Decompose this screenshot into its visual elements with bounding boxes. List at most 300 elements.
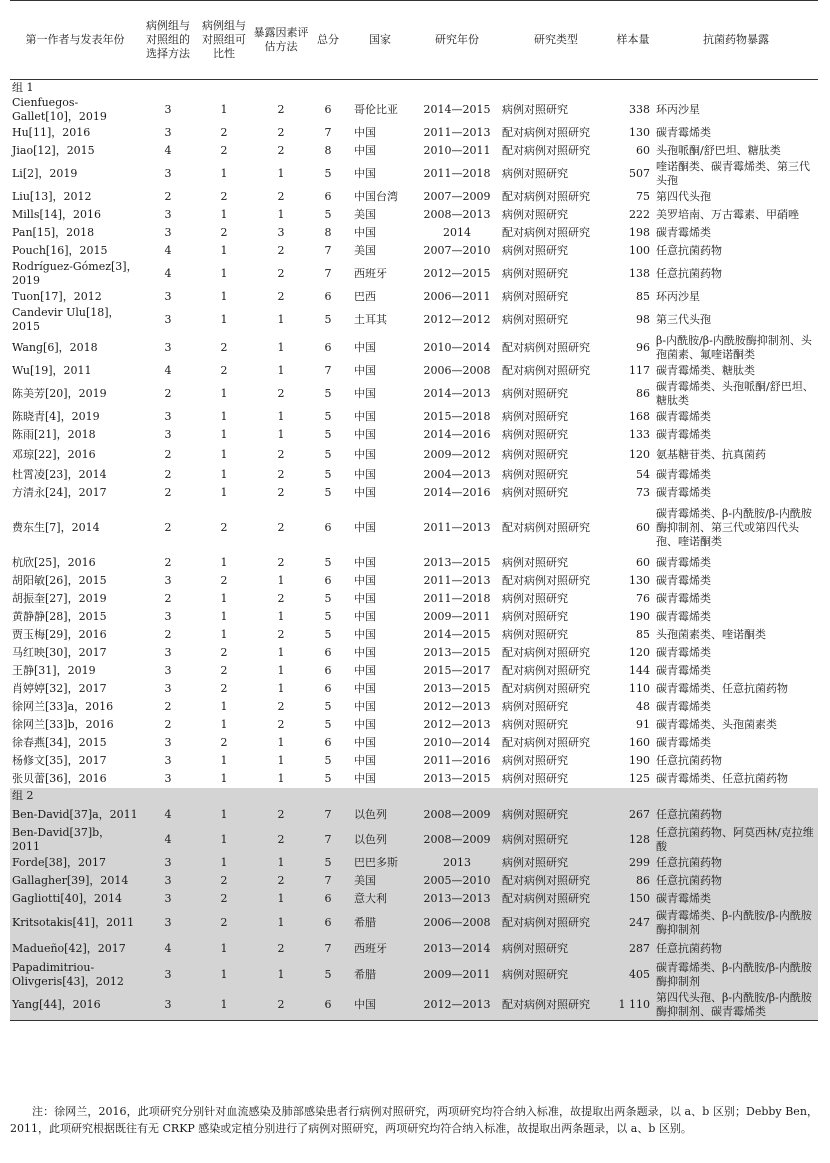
cell-s3: 1 <box>277 313 285 326</box>
cell-s3: 2 <box>277 700 285 713</box>
cell-country: 中国 <box>354 448 376 461</box>
cell-author: Mills[14]，2016 <box>12 208 102 221</box>
cell-type: 配对病例对照研究 <box>502 341 590 354</box>
cell-type: 病例对照研究 <box>502 167 568 180</box>
cell-abx: 环丙沙星 <box>656 290 700 303</box>
cell-type: 配对病例对照研究 <box>502 190 590 203</box>
cell-n: 150 <box>612 890 654 908</box>
cell-n: 85 <box>636 290 650 303</box>
cell-years: 2014 <box>443 226 471 239</box>
cell-abx: 碳青霉烯类 <box>656 556 711 569</box>
cell-author: Cienfuegos-Gallet[10]，2019 <box>12 96 107 123</box>
cell-n: 190 <box>629 610 650 623</box>
table-row <box>10 188 818 206</box>
cell-s2: 1 <box>196 804 252 826</box>
cell-type: 病例对照研究 <box>502 556 568 569</box>
table-row <box>10 804 818 826</box>
cell-abx: 碳青霉烯类 <box>656 126 711 139</box>
cell-total: 7 <box>324 126 332 139</box>
cell-s1: 3 <box>164 664 172 677</box>
cell-s1: 3 <box>140 872 196 890</box>
cell-n: 60 <box>636 521 650 534</box>
table-row <box>10 288 818 306</box>
cell-s3: 2 <box>252 990 310 1021</box>
header-years: 研究年份 <box>414 1 500 80</box>
cell-years: 2009—2011 <box>414 960 500 990</box>
cell-author: 陈美芳[20]，2019 <box>12 387 107 400</box>
cell-country: 中国 <box>354 167 376 180</box>
cell-years: 2004—2013 <box>423 468 491 481</box>
table-row <box>10 554 818 572</box>
cell-s1: 2 <box>164 486 172 499</box>
table-row <box>10 872 818 890</box>
cell-author: 马红映[30]，2017 <box>12 646 107 659</box>
cell-n: 128 <box>612 826 654 854</box>
cell-type: 配对病例对照研究 <box>502 646 590 659</box>
cell-abx: 碳青霉烯类 <box>656 428 711 441</box>
cell-author: 杜霄凌[23]，2014 <box>12 468 107 481</box>
cell-total: 8 <box>324 144 332 157</box>
cell-type: 配对病例对照研究 <box>500 872 612 890</box>
cell-s3: 2 <box>277 387 285 400</box>
cell-type: 病例对照研究 <box>502 244 568 257</box>
cell-type: 病例对照研究 <box>502 628 568 641</box>
cell-country: 巴西 <box>354 290 376 303</box>
cell-s3: 2 <box>277 718 285 731</box>
cell-n: 198 <box>629 226 650 239</box>
cell-country: 巴巴多斯 <box>346 854 414 872</box>
cell-s2: 1 <box>220 428 228 441</box>
cell-years: 2008—2009 <box>414 804 500 826</box>
cell-abx: 碳青霉烯类 <box>656 410 711 423</box>
cell-type: 病例对照研究 <box>502 754 568 767</box>
cell-s3: 2 <box>277 103 285 116</box>
cell-author: 徐春燕[34]，2015 <box>12 736 107 749</box>
cell-n: 160 <box>629 736 650 749</box>
cell-s2: 2 <box>220 190 228 203</box>
cell-country: 中国 <box>354 410 376 423</box>
cell-s1: 3 <box>140 960 196 990</box>
cell-country: 西班牙 <box>354 267 387 280</box>
cell-author: 杭欣[25]，2016 <box>12 556 96 569</box>
cell-s1: 2 <box>164 521 172 534</box>
header-comparability: 病例组与对照组可比性 <box>196 1 252 80</box>
cell-years: 2011—2013 <box>423 126 491 139</box>
cell-type: 病例对照研究 <box>502 290 568 303</box>
table-row <box>10 206 818 224</box>
cell-country: 中国 <box>354 700 376 713</box>
table-row <box>10 626 818 644</box>
table-row <box>10 572 818 590</box>
cell-abx: 碳青霉烯类 <box>656 574 711 587</box>
cell-n: 48 <box>636 700 650 713</box>
cell-abx: 碳青霉烯类、β-内酰胺/β-内酰胺酶抑制剂 <box>654 960 818 990</box>
cell-years: 2013—2013 <box>414 890 500 908</box>
cell-author: Gagliotti[40]，2014 <box>10 890 140 908</box>
cell-total: 7 <box>310 804 346 826</box>
cell-abx: 任意抗菌药物、阿莫西林/克拉维酸 <box>654 826 818 854</box>
cell-abx: 头孢菌素类、喹诺酮类 <box>656 628 766 641</box>
cell-country: 中国 <box>354 610 376 623</box>
cell-country: 中国 <box>354 574 376 587</box>
cell-s2: 2 <box>196 908 252 938</box>
cell-country: 中国 <box>354 144 376 157</box>
cell-author: Tuon[17]，2012 <box>12 290 102 303</box>
cell-years: 2010—2011 <box>423 144 491 157</box>
cell-s2: 1 <box>220 244 228 257</box>
table-row <box>10 224 818 242</box>
cell-s1: 3 <box>164 754 172 767</box>
cell-author: 胡阳敏[26]，2015 <box>12 574 107 587</box>
cell-author: Gallagher[39]，2014 <box>10 872 140 890</box>
cell-country: 中国 <box>354 772 376 785</box>
cell-country: 西班牙 <box>346 938 414 960</box>
header-author-year: 第一作者与发表年份 <box>10 1 140 80</box>
cell-type: 病例对照研究 <box>502 267 568 280</box>
cell-s1: 4 <box>140 826 196 854</box>
cell-s3: 2 <box>277 190 285 203</box>
cell-type: 病例对照研究 <box>500 938 612 960</box>
cell-s3: 1 <box>277 410 285 423</box>
cell-total: 6 <box>324 646 332 659</box>
cell-s3: 2 <box>277 244 285 257</box>
cell-s2: 1 <box>220 267 228 280</box>
cell-s2: 1 <box>220 167 228 180</box>
cell-total: 7 <box>310 938 346 960</box>
cell-years: 2006—2008 <box>423 364 491 377</box>
cell-author: Papadimitriou-Olivgeris[43]，2012 <box>10 960 140 990</box>
table-row <box>10 444 818 466</box>
cell-s2: 1 <box>196 938 252 960</box>
cell-n: 85 <box>636 628 650 641</box>
cell-abx: 碳青霉烯类、头孢菌素类 <box>656 718 777 731</box>
cell-years: 2014—2013 <box>423 387 491 400</box>
table-row <box>10 466 818 484</box>
cell-n: 507 <box>629 167 650 180</box>
cell-s1: 3 <box>164 126 172 139</box>
table-footnote: 注：徐网兰，2016，此项研究分别针对血流感染及肺部感染患者行病例对照研究，两项研究均符合纳入标准，故提取出两条题录，以 a、b 区别；Debby Ben，2011，此项研究根据既往有无 CRKP 感染或定植分别进行了病例对照研究，两项研究均符合纳入标准，故提取出两条题录，以 a、b 区别。 <box>10 1105 818 1135</box>
cell-s1: 3 <box>140 990 196 1021</box>
cell-s3: 1 <box>252 890 310 908</box>
cell-n: 120 <box>629 448 650 461</box>
cell-years: 2006—2011 <box>423 290 491 303</box>
cell-abx: 碳青霉烯类 <box>656 592 711 605</box>
cell-total: 6 <box>310 990 346 1021</box>
cell-country: 美国 <box>354 208 376 221</box>
cell-total: 5 <box>324 700 332 713</box>
cell-s3: 2 <box>252 804 310 826</box>
cell-s3: 1 <box>277 664 285 677</box>
cell-country: 中国 <box>354 468 376 481</box>
cell-author: Yang[44]，2016 <box>10 990 140 1021</box>
table-row <box>10 826 818 854</box>
cell-n: 117 <box>629 364 650 377</box>
cell-abx: 碳青霉烯类、糖肽类 <box>656 364 755 377</box>
cell-author: Candevir Ulu[18]，2015 <box>12 306 120 333</box>
header-type: 研究类型 <box>500 1 612 80</box>
cell-s2: 1 <box>220 290 228 303</box>
cell-total: 5 <box>310 854 346 872</box>
cell-total: 5 <box>324 468 332 481</box>
cell-s3: 1 <box>252 960 310 990</box>
cell-n: 86 <box>612 872 654 890</box>
cell-s2: 2 <box>220 521 228 534</box>
cell-n: 138 <box>629 267 650 280</box>
cell-total: 6 <box>310 890 346 908</box>
cell-s3: 1 <box>277 574 285 587</box>
table-row <box>10 408 818 426</box>
cell-author: 陈雨[21]，2018 <box>12 428 96 441</box>
cell-type: 配对病例对照研究 <box>500 908 612 938</box>
cell-s1: 4 <box>164 244 172 257</box>
table-row <box>10 680 818 698</box>
table-row <box>10 990 818 1021</box>
cell-n: 267 <box>612 804 654 826</box>
cell-country: 中国 <box>346 990 414 1021</box>
cell-total: 7 <box>324 244 332 257</box>
cell-total: 7 <box>310 872 346 890</box>
table-row <box>10 334 818 362</box>
cell-total: 5 <box>324 486 332 499</box>
cell-s1: 4 <box>140 804 196 826</box>
cell-s2: 2 <box>220 364 228 377</box>
cell-years: 2011—2013 <box>423 521 491 534</box>
cell-total: 5 <box>324 754 332 767</box>
cell-s3: 3 <box>277 226 285 239</box>
cell-s3: 2 <box>277 448 285 461</box>
cell-total: 7 <box>324 267 332 280</box>
cell-s1: 3 <box>164 290 172 303</box>
cell-s2: 2 <box>220 574 228 587</box>
header-exposure: 暴露因素评估方法 <box>252 1 310 80</box>
cell-type: 病例对照研究 <box>500 804 612 826</box>
cell-abx: 任意抗菌药物 <box>654 938 818 960</box>
cell-total: 6 <box>324 736 332 749</box>
cell-type: 配对病例对照研究 <box>502 364 590 377</box>
cell-years: 2007—2010 <box>423 244 491 257</box>
cell-abx: 碳青霉烯类、β-内酰胺/β-内酰胺酶抑制剂 <box>654 908 818 938</box>
cell-total: 5 <box>324 610 332 623</box>
cell-s2: 1 <box>220 628 228 641</box>
cell-total: 5 <box>324 410 332 423</box>
cell-author: 贾玉梅[29]，2016 <box>12 628 107 641</box>
cell-s2: 1 <box>220 556 228 569</box>
cell-abx: 任意抗菌药物 <box>654 854 818 872</box>
cell-total: 5 <box>310 960 346 990</box>
cell-s2: 2 <box>220 144 228 157</box>
cell-type: 病例对照研究 <box>502 772 568 785</box>
cell-years: 2012—2012 <box>423 313 491 326</box>
cell-author: 方清永[24]，2017 <box>12 486 107 499</box>
cell-s1: 3 <box>164 313 172 326</box>
cell-s1: 2 <box>164 628 172 641</box>
cell-s1: 2 <box>164 387 172 400</box>
cell-years: 2014—2015 <box>423 628 491 641</box>
cell-abx: 碳青霉烯类 <box>656 468 711 481</box>
cell-n: 168 <box>629 410 650 423</box>
cell-s2: 1 <box>220 718 228 731</box>
table-row <box>10 306 818 334</box>
cell-n: 247 <box>612 908 654 938</box>
table-row <box>10 662 818 680</box>
cell-n: 299 <box>612 854 654 872</box>
cell-s3: 1 <box>277 772 285 785</box>
cell-years: 2012—2013 <box>423 718 491 731</box>
cell-abx: 第三代头孢 <box>656 313 711 326</box>
cell-s1: 3 <box>164 772 172 785</box>
cell-country: 以色列 <box>346 804 414 826</box>
cell-type: 配对病例对照研究 <box>502 226 590 239</box>
cell-country: 中国 <box>354 664 376 677</box>
table-row <box>10 426 818 444</box>
cell-abx: 氨基糖苷类、抗真菌药 <box>656 448 766 461</box>
cell-s2: 1 <box>220 772 228 785</box>
cell-country: 以色列 <box>346 826 414 854</box>
cell-country: 中国 <box>354 754 376 767</box>
cell-author: 杨修文[35]，2017 <box>12 754 107 767</box>
cell-s2: 2 <box>220 226 228 239</box>
cell-country: 中国 <box>354 682 376 695</box>
cell-type: 病例对照研究 <box>502 103 568 116</box>
cell-s2: 1 <box>196 990 252 1021</box>
table-row <box>10 142 818 160</box>
cell-years: 2010—2014 <box>423 736 491 749</box>
cell-abx: 第四代头孢、β-内酰胺/β-内酰胺酶抑制剂、碳青霉烯类 <box>654 990 818 1021</box>
header-total: 总分 <box>310 1 346 80</box>
cell-country: 土耳其 <box>354 313 387 326</box>
cell-total: 7 <box>324 364 332 377</box>
table-row <box>10 608 818 626</box>
cell-s3: 1 <box>277 364 285 377</box>
cell-s1: 3 <box>164 736 172 749</box>
cell-total: 5 <box>324 167 332 180</box>
cell-s1: 2 <box>164 718 172 731</box>
cell-abx: β-内酰胺/β-内酰胺酶抑制剂、头孢菌素、氟喹诺酮类 <box>656 334 812 361</box>
cell-s1: 4 <box>164 144 172 157</box>
cell-n: 98 <box>636 313 650 326</box>
cell-s3: 2 <box>252 938 310 960</box>
cell-years: 2008—2009 <box>414 826 500 854</box>
cell-abx: 碳青霉烯类 <box>656 664 711 677</box>
group-label: 组 1 <box>12 81 34 94</box>
cell-author: 邓琼[22]，2016 <box>12 448 96 461</box>
cell-type: 病例对照研究 <box>502 468 568 481</box>
cell-abx: 任意抗菌药物 <box>656 244 722 257</box>
cell-s2: 2 <box>196 890 252 908</box>
cell-s1: 4 <box>164 267 172 280</box>
cell-years: 2012—2015 <box>423 267 491 280</box>
cell-s1: 2 <box>164 468 172 481</box>
cell-total: 5 <box>324 313 332 326</box>
table-row <box>10 242 818 260</box>
table-row <box>10 160 818 188</box>
cell-total: 7 <box>310 826 346 854</box>
cell-s3: 2 <box>252 872 310 890</box>
cell-s1: 2 <box>164 592 172 605</box>
cell-abx: 碳青霉烯类 <box>654 890 818 908</box>
cell-s3: 2 <box>277 486 285 499</box>
cell-s3: 1 <box>277 682 285 695</box>
cell-years: 2013—2015 <box>423 682 491 695</box>
cell-s2: 1 <box>220 700 228 713</box>
cell-author: Wang[6]，2018 <box>12 341 98 354</box>
cell-country: 中国 <box>354 226 376 239</box>
cell-years: 2012—2013 <box>414 990 500 1021</box>
cell-n: 287 <box>612 938 654 960</box>
cell-abx: 喹诺酮类、碳青霉烯类、第三代头孢 <box>656 160 810 187</box>
table-row <box>10 484 818 502</box>
cell-s1: 3 <box>164 341 172 354</box>
cell-type: 配对病例对照研究 <box>502 521 590 534</box>
cell-author: 胡振奎[27]，2019 <box>12 592 107 605</box>
cell-n: 133 <box>629 428 650 441</box>
cell-n: 96 <box>636 341 650 354</box>
cell-s3: 2 <box>277 628 285 641</box>
cell-s1: 2 <box>164 556 172 569</box>
cell-s3: 1 <box>277 736 285 749</box>
cell-s3: 2 <box>277 290 285 303</box>
group-row <box>10 788 818 804</box>
table-row <box>10 380 818 408</box>
table-row <box>10 960 818 990</box>
cell-country: 中国台湾 <box>354 190 398 203</box>
cell-n: 86 <box>636 387 650 400</box>
cell-total: 5 <box>324 556 332 569</box>
cell-total: 5 <box>324 718 332 731</box>
cell-type: 病例对照研究 <box>502 387 568 400</box>
cell-years: 2013—2015 <box>423 556 491 569</box>
cell-s2: 1 <box>220 448 228 461</box>
cell-s2: 1 <box>220 103 228 116</box>
header-antibiotic: 抗菌药物暴露 <box>654 1 818 80</box>
cell-country: 意大利 <box>346 890 414 908</box>
cell-country: 中国 <box>354 486 376 499</box>
cell-country: 中国 <box>354 646 376 659</box>
cell-n: 405 <box>612 960 654 990</box>
cell-s1: 3 <box>164 103 172 116</box>
cell-s2: 2 <box>220 341 228 354</box>
cell-years: 2014—2016 <box>423 486 491 499</box>
cell-abx: 碳青霉烯类 <box>656 700 711 713</box>
header-selection: 病例组与对照组的选择方法 <box>140 1 196 80</box>
cell-author: 陈晓青[4]，2019 <box>12 410 100 423</box>
cell-country: 中国 <box>354 736 376 749</box>
cell-author: Hu[11]，2016 <box>12 126 91 139</box>
cell-author: Ben-David[37]b，2011 <box>10 826 140 854</box>
cell-country: 希腊 <box>346 908 414 938</box>
table-row <box>10 854 818 872</box>
cell-n: 125 <box>629 772 650 785</box>
table-row <box>10 590 818 608</box>
table-body <box>10 80 818 1021</box>
cell-s1: 3 <box>140 890 196 908</box>
cell-s3: 2 <box>252 826 310 854</box>
cell-s3: 1 <box>252 908 310 938</box>
cell-n: 54 <box>636 468 650 481</box>
cell-type: 病例对照研究 <box>502 428 568 441</box>
cell-author: Rodríguez-Gómez[3]，2019 <box>12 260 138 287</box>
table-row <box>10 752 818 770</box>
cell-s3: 2 <box>277 144 285 157</box>
cell-s1: 3 <box>164 428 172 441</box>
cell-abx: 碳青霉烯类 <box>656 646 711 659</box>
cell-s2: 2 <box>220 664 228 677</box>
cell-total: 6 <box>324 574 332 587</box>
cell-n: 120 <box>629 646 650 659</box>
cell-total: 6 <box>324 521 332 534</box>
table-row <box>10 890 818 908</box>
cell-type: 配对病例对照研究 <box>500 890 612 908</box>
